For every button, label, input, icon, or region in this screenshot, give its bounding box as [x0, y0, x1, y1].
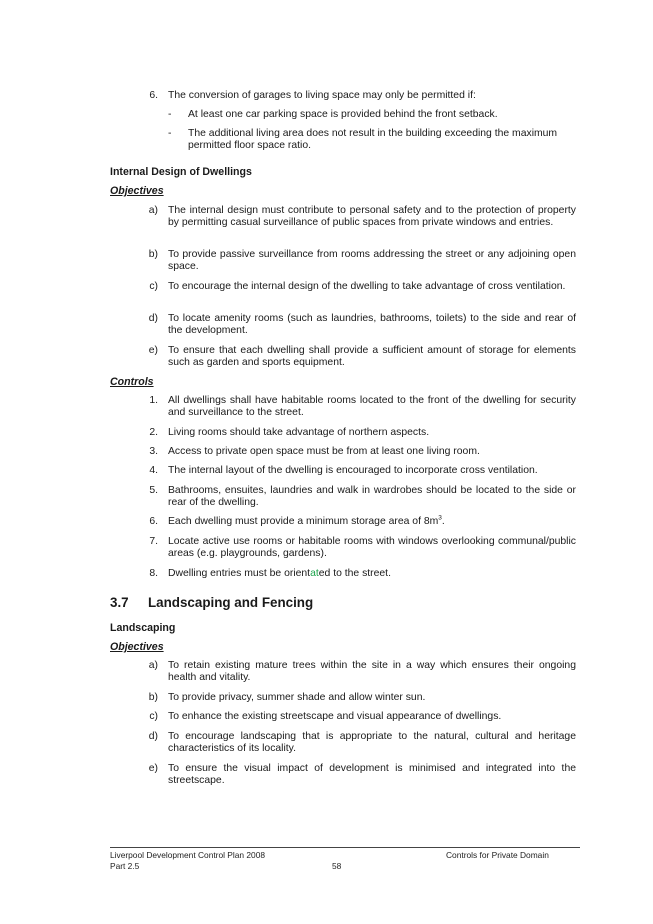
storage-text-end: .	[441, 516, 445, 527]
footer-divider	[110, 847, 580, 848]
item-text: All dwellings shall have habitable rooms located to the front of the dwelling for security and surveillance to the street.	[168, 395, 576, 419]
item-text: The internal design must contribute to personal safety and to the protection of property by permitting casual surveillance of public spaces from private windows and entries.	[168, 205, 576, 229]
item-label: 1.	[149, 395, 158, 406]
item-text: Locate active use rooms or habitable rooms with windows overlooking communal/public areas (e.g. playgrounds, gardens).	[168, 536, 576, 560]
item-label: c)	[149, 711, 158, 722]
objectives-heading: Objectives	[110, 185, 164, 197]
item-text: To provide passive surveillance from rooms addressing the street or any adjoining open space.	[168, 249, 576, 273]
bullet-text: At least one car parking space is provided behind the front setback.	[188, 109, 498, 120]
item-label: d)	[148, 731, 158, 742]
item-label: d)	[148, 313, 158, 324]
item-number: 6.	[149, 90, 158, 101]
dash-marker: -	[168, 128, 172, 139]
item-label: c)	[149, 281, 158, 292]
controls-heading: Controls	[110, 376, 154, 388]
section-number: 3.7	[110, 595, 129, 610]
item-text	[168, 568, 576, 580]
item-label: 2.	[149, 427, 158, 438]
item-label: 8.	[149, 568, 158, 579]
internal-design-heading: Internal Design of Dwellings	[110, 166, 252, 178]
item-label: e)	[148, 763, 158, 774]
item-text: To encourage the internal design of the dwelling to take advantage of cross ventilation.	[168, 281, 566, 292]
entries-text-highlight: at	[310, 568, 319, 579]
storage-text: Each dwelling must provide a minimum storage area of 8m	[168, 516, 439, 527]
item-text: To ensure the visual impact of development is minimised and integrated into the streetscape.	[168, 763, 576, 787]
superscript-3: 3	[438, 514, 442, 522]
item-text	[168, 516, 576, 528]
footer-plan-title: Liverpool Development Control Plan 2008	[110, 850, 266, 860]
objectives-heading: Objectives	[110, 641, 164, 653]
footer-section: Controls for Private Domain	[446, 850, 549, 860]
item-label: b)	[148, 692, 158, 703]
item-label: 4.	[149, 465, 158, 476]
item-label: 7.	[149, 536, 158, 547]
footer-part: Part 2.5	[110, 861, 140, 871]
item-text: To ensure that each dwelling shall provide a sufficient amount of storage for elements such as garden and sports equipment.	[168, 345, 576, 369]
section-title: Landscaping and Fencing	[148, 595, 314, 610]
dash-marker: -	[168, 109, 172, 120]
page-number: 58	[332, 861, 342, 871]
item-text: The conversion of garages to living space may only be permitted if:	[168, 90, 476, 101]
item-text: To locate amenity rooms (such as laundries, bathrooms, toilets) to the side and rear of the development.	[168, 313, 576, 337]
entries-text-start: Dwelling entries must be orient	[168, 568, 311, 579]
item-label: e)	[148, 345, 158, 356]
entries-text-end: ed to the street.	[318, 568, 391, 579]
item-label: a)	[148, 660, 158, 671]
item-text: Access to private open space must be from at least one living room.	[168, 446, 480, 457]
item-text: To encourage landscaping that is appropriate to the natural, cultural and heritage characteristics of its locality.	[168, 731, 576, 755]
bullet-text: The additional living area does not result in the building exceeding the maximum permitted floor space ratio.	[188, 128, 558, 152]
item-label: 6.	[149, 516, 158, 527]
item-text: Bathrooms, ensuites, laundries and walk in wardrobes should be located to the side or rear of the dwelling.	[168, 485, 576, 509]
item-text: The internal layout of the dwelling is encouraged to incorporate cross ventilation.	[168, 465, 538, 476]
item-text: To retain existing mature trees within the site in a way which ensures their ongoing health and vitality.	[168, 660, 576, 684]
item-label: 3.	[149, 446, 158, 457]
landscaping-heading: Landscaping	[110, 622, 176, 634]
item-text: Living rooms should take advantage of northern aspects.	[168, 427, 430, 438]
item-label: b)	[148, 249, 158, 260]
item-text: To provide privacy, summer shade and allow winter sun.	[168, 692, 426, 703]
item-label: 5.	[149, 485, 158, 496]
item-label: a)	[148, 205, 158, 216]
item-text: To enhance the existing streetscape and visual appearance of dwellings.	[168, 711, 502, 722]
